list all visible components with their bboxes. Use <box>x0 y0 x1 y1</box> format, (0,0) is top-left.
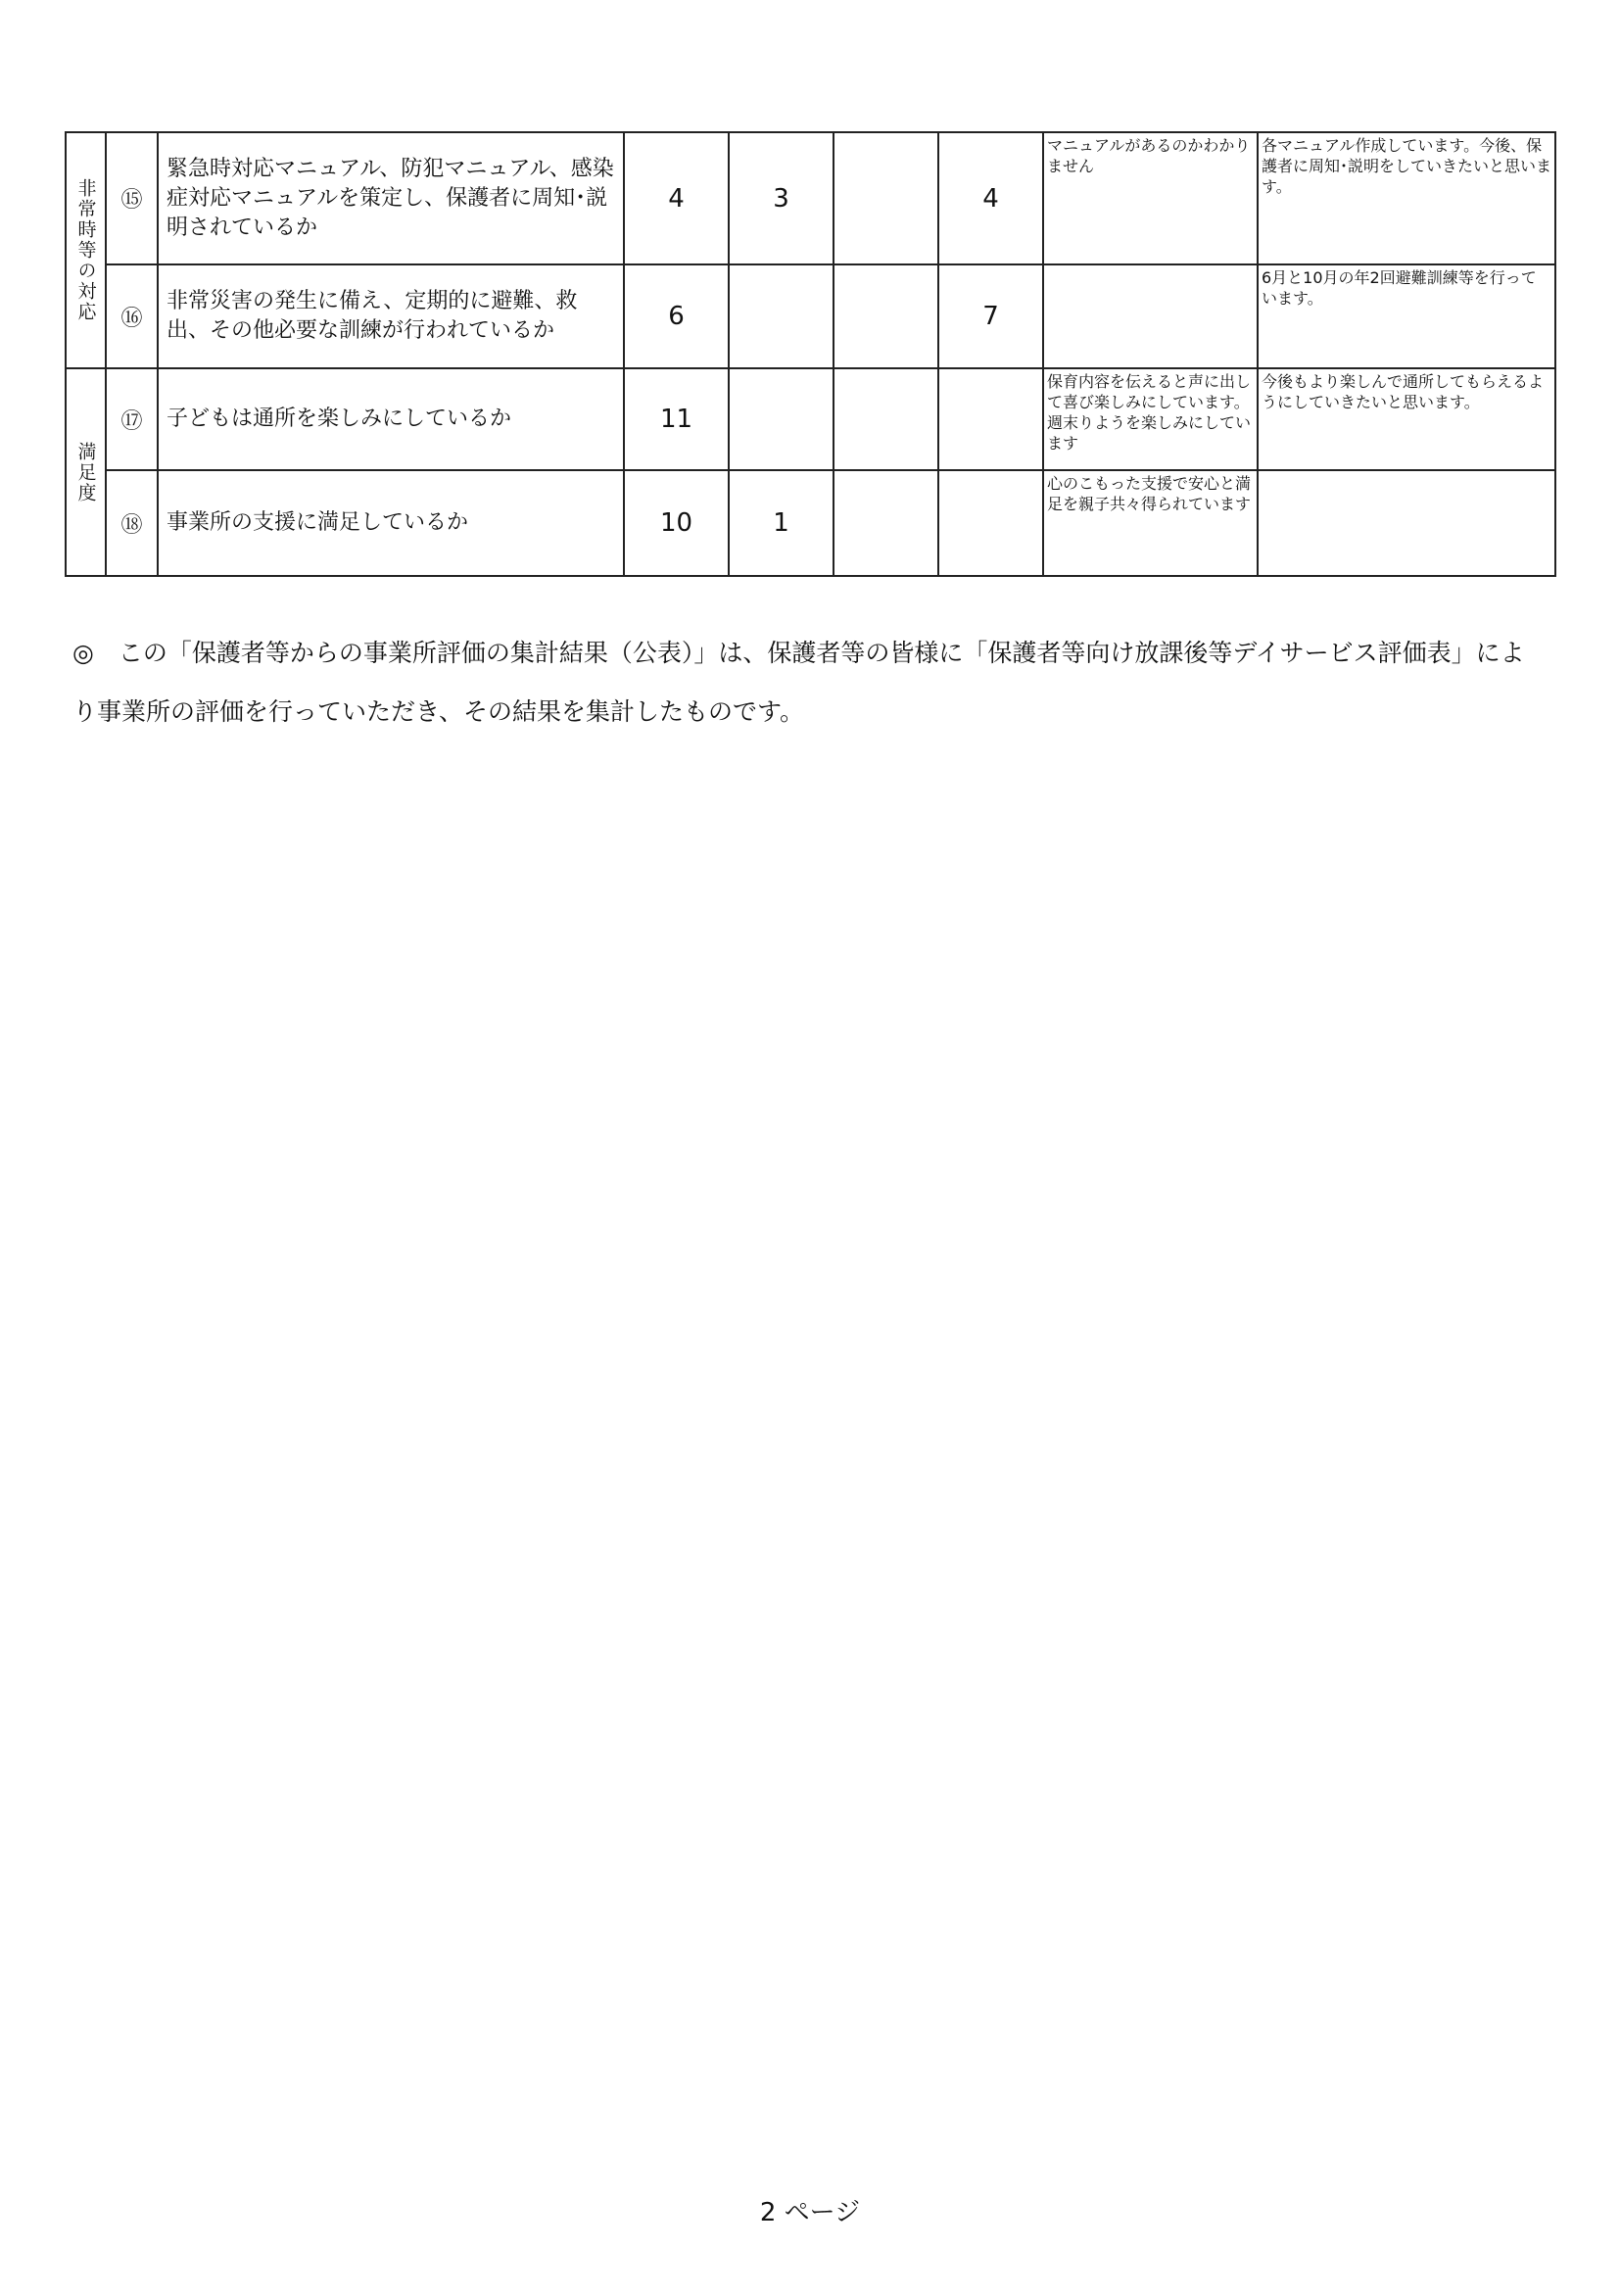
parent-comment: マニュアルがあるのかわかりません <box>1043 132 1258 264</box>
count-yes: 11 <box>624 368 729 470</box>
count-unknown: 7 <box>938 264 1043 368</box>
category-cell <box>66 132 106 368</box>
count-no <box>834 368 938 470</box>
table-row <box>66 368 1555 470</box>
count-neutral: 3 <box>729 132 834 264</box>
page-number: 2 ページ <box>759 2198 861 2227</box>
footnote: ◎ この「保護者等からの事業所評価の集計結果（公表）」は、保護者等の皆様に「保護者等向け放課後等デイサービス評価表」により事業所の評価を行っていただき、その結果を集計したものです。 <box>72 639 1525 726</box>
evaluation-table <box>65 131 1556 577</box>
category-label: 非常時等の対応 <box>74 178 97 322</box>
count-neutral: 1 <box>729 470 834 576</box>
office-comment: 今後もより楽しんで通所してもらえるようにしていきたいと思います。 <box>1258 368 1555 470</box>
count-unknown <box>938 368 1043 470</box>
item-number: ⑯ <box>106 264 158 368</box>
item-number: ⑰ <box>106 368 158 470</box>
table-row <box>66 132 1555 264</box>
parent-comment: 心のこもった支援で安心と満足を親子共々得られています <box>1043 470 1258 576</box>
question-text: 子どもは通所を楽しみにしているか <box>158 368 624 470</box>
parent-comment <box>1043 264 1258 368</box>
parent-comment: 保育内容を伝えると声に出して喜び楽しみにしています。週末りようを楽しみにしています <box>1043 368 1258 470</box>
count-yes: 4 <box>624 132 729 264</box>
count-no <box>834 132 938 264</box>
question-text: 緊急時対応マニュアル、防犯マニュアル、感染症対応マニュアルを策定し、保護者に周知･説明されているか <box>158 132 624 264</box>
question-text: 非常災害の発生に備え、定期的に避難、救出、その他必要な訓練が行われているか <box>158 264 624 368</box>
category-cell <box>66 368 106 576</box>
office-comment: 各マニュアル作成しています。今後、保護者に周知･説明をしていきたいと思います。 <box>1258 132 1555 264</box>
question-text: 事業所の支援に満足しているか <box>158 470 624 576</box>
count-unknown <box>938 470 1043 576</box>
table-row <box>66 264 1555 368</box>
category-label: 満足度 <box>74 441 97 503</box>
item-number: ⑱ <box>106 470 158 576</box>
count-neutral <box>729 368 834 470</box>
count-neutral <box>729 264 834 368</box>
table-row <box>66 470 1555 576</box>
count-no <box>834 264 938 368</box>
office-comment <box>1258 470 1555 576</box>
count-yes: 6 <box>624 264 729 368</box>
item-number: ⑮ <box>106 132 158 264</box>
count-yes: 10 <box>624 470 729 576</box>
office-comment: 6月と10月の年2回避難訓練等を行っています。 <box>1258 264 1555 368</box>
count-unknown: 4 <box>938 132 1043 264</box>
count-no <box>834 470 938 576</box>
